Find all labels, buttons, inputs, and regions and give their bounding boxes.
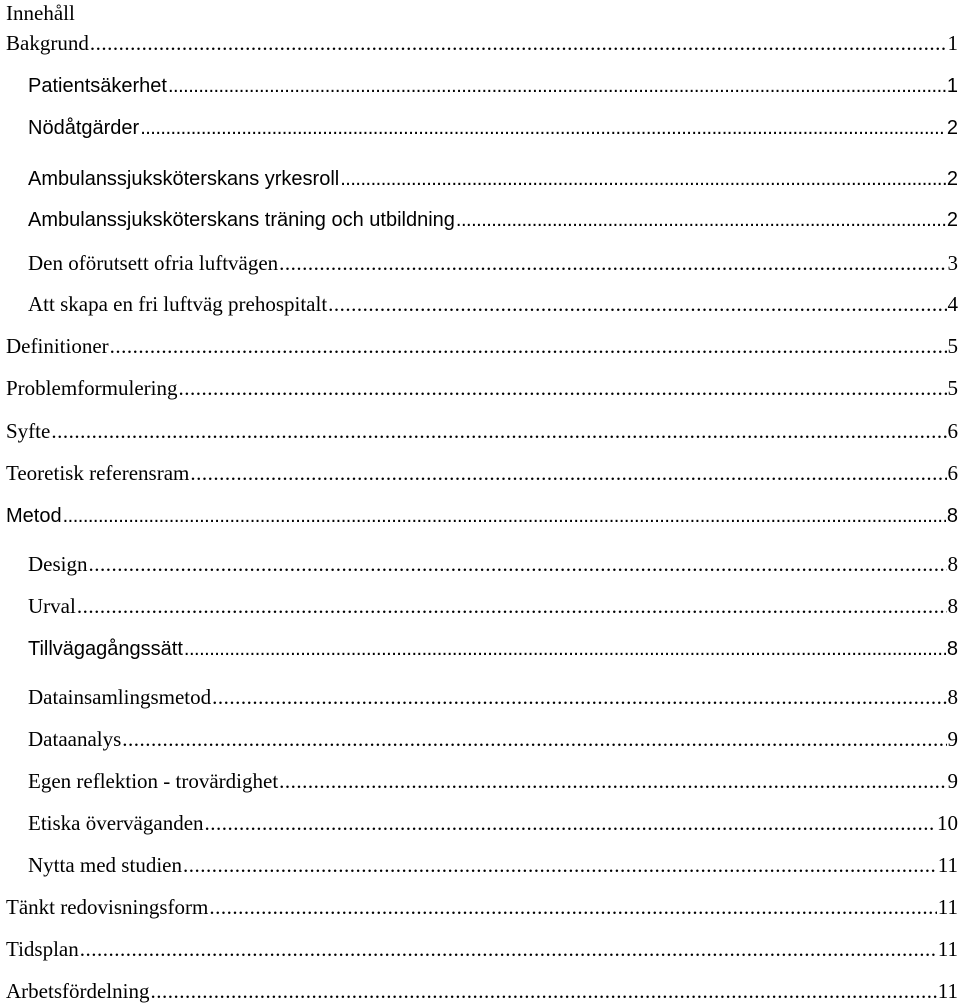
toc-entry-patientsakerhet[interactable] (0, 73, 960, 99)
toc-page-number: 11 (937, 853, 958, 877)
toc-page-number: 6 (947, 419, 958, 443)
toc-entry-label: Den oförutsett ofria luftvägen (28, 251, 279, 275)
toc-leader-dots (183, 852, 937, 878)
toc-entry-design[interactable] (0, 551, 960, 577)
toc-entry-dataanalys[interactable] (0, 726, 960, 752)
toc-page-number: 5 (947, 376, 958, 400)
toc-entry-label: Tillvägagångssätt (28, 638, 183, 660)
toc-page-number: 9 (947, 727, 958, 751)
toc-entry-problemformulering[interactable] (0, 375, 960, 401)
toc-leader-dots (190, 460, 946, 486)
toc-entry-fri-luftvag[interactable] (0, 291, 960, 317)
toc-entry-traning-utbildning[interactable] (0, 207, 960, 233)
toc-entry-nodatgarder[interactable] (0, 115, 960, 141)
toc-leader-dots (279, 768, 946, 794)
toc-leader-dots (168, 73, 946, 99)
toc-entry-yrkesroll[interactable] (0, 166, 960, 192)
toc-entry-label: Etiska överväganden (28, 811, 204, 835)
toc-page-number: 10 (937, 811, 958, 835)
toc-entry-label: Nytta med studien (28, 853, 182, 877)
toc-entry-urval[interactable] (0, 593, 960, 619)
toc-leader-dots (184, 636, 946, 662)
toc-leader-dots (456, 207, 946, 233)
toc-leader-dots (328, 291, 946, 317)
toc-leader-dots (90, 30, 947, 56)
toc-entry-label: Syfte (6, 419, 51, 443)
toc-leader-dots (140, 115, 946, 141)
toc-entry-label: Teoretisk referensram (6, 461, 190, 485)
toc-leader-dots (89, 551, 947, 577)
toc-leader-dots (279, 250, 946, 276)
toc-page-number: 9 (947, 769, 958, 793)
toc-leader-dots (77, 593, 947, 619)
toc-entry-label: Egen reflektion - trovärdighet (28, 769, 279, 793)
toc-page-number: 2 (946, 117, 958, 139)
toc-page-number: 8 (946, 638, 958, 660)
toc-leader-dots (178, 375, 946, 401)
toc-entry-definitioner[interactable] (0, 333, 960, 359)
toc-entry-label: Dataanalys (28, 727, 122, 751)
toc-page-number: 8 (946, 505, 958, 527)
toc-entry-egen-reflektion[interactable] (0, 768, 960, 794)
toc-entry-bakgrund[interactable] (0, 30, 960, 56)
toc-page-number: 1 (947, 31, 958, 55)
toc-leader-dots (205, 810, 936, 836)
toc-entry-label: Metod (6, 505, 62, 527)
toc-entry-label: Definitioner (6, 334, 109, 358)
toc-heading: Innehåll (6, 1, 75, 25)
toc-entry-label: Att skapa en fri luftväg prehospitalt (28, 292, 328, 316)
toc-entry-arbetsfordelning[interactable] (0, 978, 960, 1004)
toc-entry-label: Patientsäkerhet (28, 75, 167, 97)
toc-page-number: 2 (946, 168, 958, 190)
toc-entry-metod[interactable] (0, 503, 960, 529)
toc-entry-label: Tänkt redovisningsform (6, 895, 209, 919)
toc-entry-etiska-overvaganden[interactable] (0, 810, 960, 836)
toc-entry-tidsplan[interactable] (0, 936, 960, 962)
toc-entry-ofria-luftvagen[interactable] (0, 250, 960, 276)
toc-page-number: 8 (947, 552, 958, 576)
toc-page-number: 2 (946, 209, 958, 231)
toc-entry-datainsamlingsmetod[interactable] (0, 684, 960, 710)
toc-entry-label: Problemformulering (6, 376, 178, 400)
toc-page-number: 11 (937, 979, 958, 1003)
toc-entry-tillvagagangssatt[interactable] (0, 636, 960, 662)
toc-page-number: 6 (947, 461, 958, 485)
toc-entry-label: Bakgrund (6, 31, 89, 55)
toc-entry-nytta-med-studien[interactable] (0, 852, 960, 878)
toc-entry-label: Tidsplan (6, 937, 79, 961)
toc-entry-label: Ambulanssjuksköterskans träning och utbildning (28, 209, 455, 231)
toc-entry-teoretisk-referensram[interactable] (0, 460, 960, 486)
toc-leader-dots (212, 684, 946, 710)
toc-leader-dots (110, 333, 947, 359)
toc-leader-dots (51, 418, 946, 444)
toc-entry-syfte[interactable] (0, 418, 960, 444)
toc-leader-dots (80, 936, 937, 962)
toc-leader-dots (63, 503, 946, 529)
toc-page-number: 8 (947, 594, 958, 618)
toc-entry-label: Ambulanssjuksköterskans yrkesroll (28, 168, 340, 190)
toc-page-number: 11 (937, 937, 958, 961)
toc-leader-dots (209, 894, 936, 920)
toc-entry-redovisningsform[interactable] (0, 894, 960, 920)
toc-entry-label: Datainsamlingsmetod (28, 685, 212, 709)
toc-page-number: 3 (947, 251, 958, 275)
toc-page-number: 4 (947, 292, 958, 316)
toc-leader-dots (122, 726, 946, 752)
toc-page-number: 11 (937, 895, 958, 919)
toc-entry-label: Urval (28, 594, 76, 618)
toc-page-number: 8 (947, 685, 958, 709)
toc-entry-label: Design (28, 552, 88, 576)
toc-leader-dots (340, 166, 946, 192)
toc-page-number: 1 (946, 75, 958, 97)
toc-page-number: 5 (947, 334, 958, 358)
toc-leader-dots (150, 978, 936, 1004)
toc-entry-label: Arbetsfördelning (6, 979, 150, 1003)
toc-entry-label: Nödåtgärder (28, 117, 140, 139)
